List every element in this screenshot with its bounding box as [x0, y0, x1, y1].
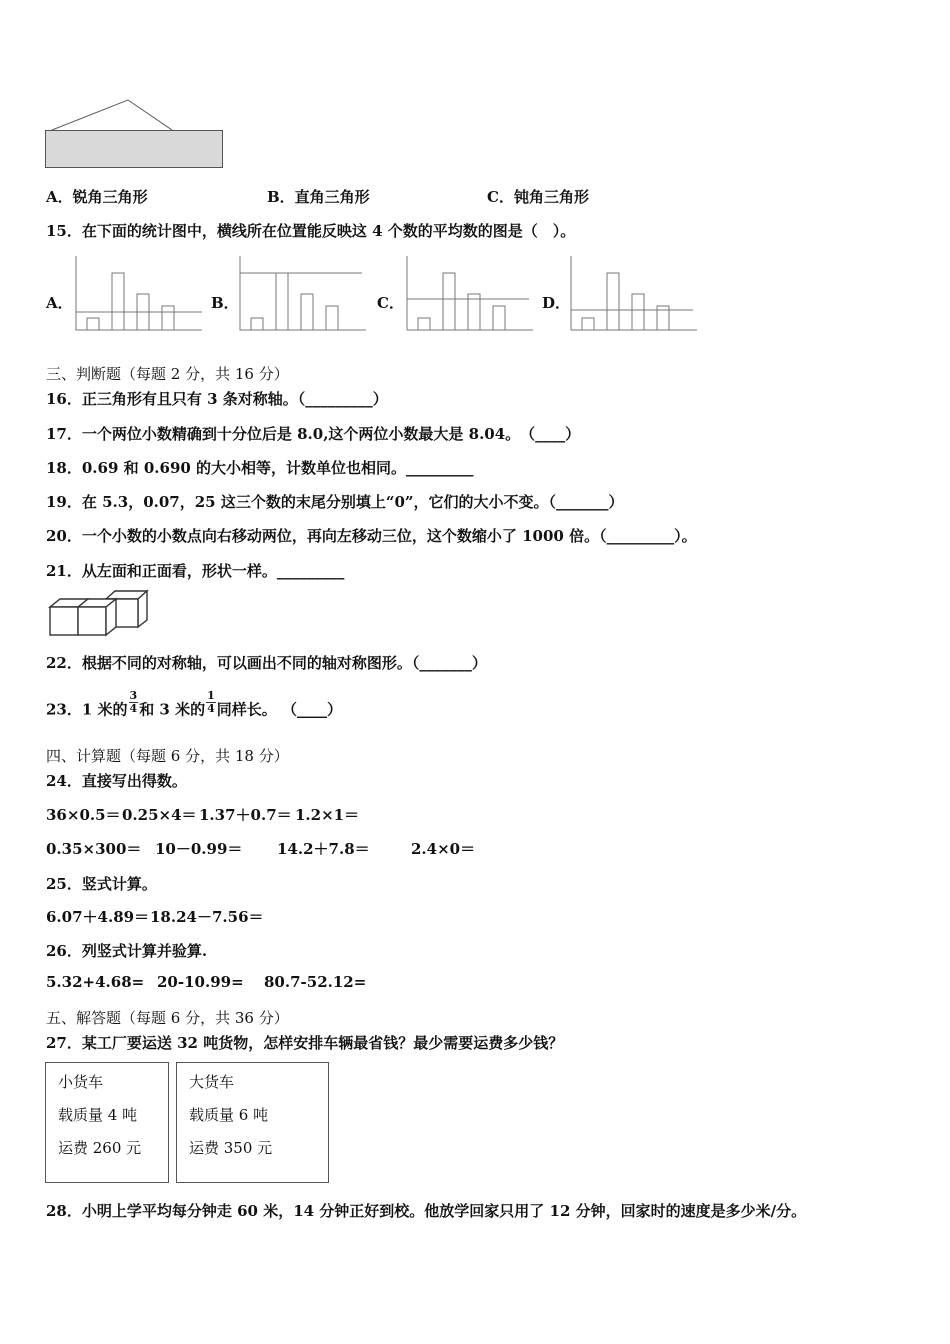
q26-item-3: 80.7-52.12=	[264, 973, 367, 991]
q23-part2: 和 3 米的	[139, 700, 206, 719]
q25-item-1: 6.07＋4.89＝	[46, 908, 150, 926]
section-4-title: 四、计算题（每题 6 分，共 18 分）	[46, 747, 289, 765]
section-5-title: 五、解答题（每题 6 分，共 36 分）	[46, 1009, 289, 1027]
q23-part1: 23．1 米的	[46, 700, 128, 719]
q15-chart-d	[569, 254, 699, 334]
q24-r1-c1: 36×0.5＝	[46, 806, 121, 824]
q28: 28．小明上学平均每分钟走 60 米，14 分钟正好到校。他放学回家只用了 12 分钟，回家时的速度是多少米/分。	[46, 1202, 807, 1220]
q14-figure	[44, 96, 228, 172]
q24-r2-c3: 14.2＋7.8＝	[277, 840, 370, 858]
q24-r2-c2: 10－0.99＝	[155, 840, 243, 858]
fraction-numerator: 3	[129, 689, 138, 702]
q24-r1-c3: 1.37＋0.7＝	[199, 806, 292, 824]
q26-item-2: 20-10.99=	[157, 973, 244, 991]
q21-cubes-figure	[46, 588, 152, 638]
q23	[46, 689, 342, 723]
q15-chart-a	[74, 254, 204, 334]
small-truck-capacity: 载质量 4 吨	[58, 1106, 138, 1124]
q15-chart-c	[405, 254, 535, 334]
q17: 17．一个两位小数精确到十分位后是 8.0,这个两位小数最大是 8.04。 （____）	[46, 425, 581, 443]
section-3-title: 三、判断题（每题 2 分，共 16 分）	[46, 365, 289, 383]
q23-fraction-1	[129, 690, 139, 715]
q27-question: 27．某工厂要运送 32 吨货物，怎样安排车辆最省钱？最少需要运费多少钱？	[46, 1034, 564, 1052]
q15-label-a: A．	[46, 294, 73, 312]
q23-fraction-2	[206, 690, 216, 715]
small-truck-title: 小货车	[58, 1073, 104, 1091]
q16: 16．正三角形有且只有 3 条对称轴。（_________）	[46, 390, 388, 408]
large-truck-capacity: 载质量 6 吨	[189, 1106, 269, 1124]
q24-r2-c4: 2.4×0＝	[411, 840, 476, 858]
q22: 22．根据不同的对称轴，可以画出不同的轴对称图形。（_______）	[46, 654, 487, 672]
q24-r1-c4: 1.2×1＝	[295, 806, 360, 824]
fraction-denominator: 4	[207, 702, 215, 715]
large-truck-cost: 运费 350 元	[189, 1139, 273, 1157]
q21: 21．从左面和正面看，形状一样。_________	[46, 562, 345, 580]
q25-question: 25．竖式计算。	[46, 875, 157, 893]
triangle-outline	[52, 100, 172, 130]
q15-label-c: C．	[377, 294, 404, 312]
q14-option-a: A．锐角三角形	[46, 188, 148, 206]
q14-option-c: C．钝角三角形	[487, 188, 589, 206]
q24-r2-c1: 0.35×300＝	[46, 840, 142, 858]
large-truck-title: 大货车	[189, 1073, 235, 1091]
q23-part3: 同样长。 （____）	[216, 700, 342, 719]
small-truck-card	[45, 1062, 169, 1183]
q15-label-b: B．	[211, 294, 239, 312]
q24-r1-c2: 0.25×4＝	[122, 806, 197, 824]
shaded-rectangle	[46, 131, 223, 168]
small-truck-cost: 运费 260 元	[58, 1139, 142, 1157]
large-truck-card	[176, 1062, 329, 1183]
q24-question: 24．直接写出得数。	[46, 772, 187, 790]
q25-item-2: 18.24－7.56＝	[150, 908, 264, 926]
q26-question: 26．列竖式计算并验算.	[46, 942, 208, 960]
q26-item-1: 5.32+4.68=	[46, 973, 145, 991]
fraction-denominator: 4	[129, 702, 138, 715]
q14-option-b: B．直角三角形	[267, 188, 370, 206]
q15-label-d: D．	[542, 294, 571, 312]
q18: 18．0.69 和 0.690 的大小相等，计数单位也相同。_________	[46, 459, 474, 477]
q19: 19．在 5.3，0.07，25 这三个数的末尾分别填上“0”，它们的大小不变。（_______）	[46, 493, 624, 511]
q20: 20．一个小数的小数点向右移动两位，再向左移动三位，这个数缩小了 1000 倍。（_________）。	[46, 527, 697, 545]
fraction-numerator: 1	[207, 689, 215, 702]
q15-question: 15．在下面的统计图中，横线所在位置能反映这 4 个数的平均数的图是（ ）。	[46, 222, 576, 240]
q15-chart-b	[238, 254, 368, 334]
